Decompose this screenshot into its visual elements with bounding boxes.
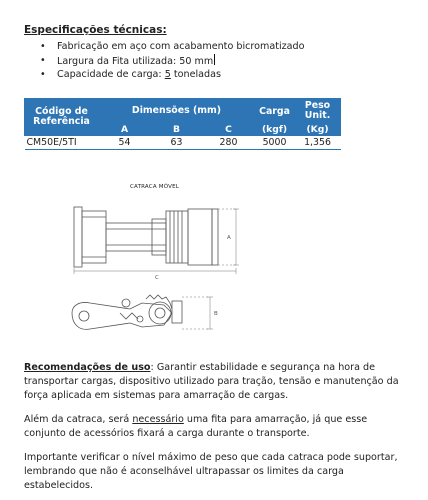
spec-capacity-suffix: toneladas bbox=[170, 69, 222, 80]
spec-table bbox=[24, 98, 341, 150]
cell-ref: CM50E/5TI bbox=[25, 136, 99, 150]
spec-material: Fabricação em aço com acabamento bicromatizado bbox=[57, 41, 305, 52]
text-cursor bbox=[214, 54, 215, 65]
specs-list bbox=[40, 40, 305, 82]
strap-text-before: Além da catraca, será bbox=[24, 414, 133, 425]
diagram-title: CATRACA MÓVEL bbox=[130, 184, 180, 190]
cell-a: 54 bbox=[99, 136, 151, 150]
table-row bbox=[25, 136, 341, 150]
strap-text-underlined: necessário bbox=[132, 414, 184, 425]
cell-load: 5000 bbox=[255, 136, 295, 150]
ratchet-side-view bbox=[72, 295, 182, 329]
weight-warning-text: Importante verificar o nível máximo de peso que cada catraca pode suportar, lembrando que não é aconselhável ultrapassar os limites da carga estabelecidos. bbox=[24, 452, 398, 491]
bullet-icon: • bbox=[40, 69, 46, 80]
recommendations-text: : Garantir estabilidade e segurança na hora de transportar cargas, dispositivo utilizado para tração, tensão e manutenção da força aplicada em sistemas para amarração de cargas. bbox=[24, 362, 399, 401]
header-b: B bbox=[151, 124, 203, 136]
list-item bbox=[40, 68, 305, 82]
dimension-label-b: B bbox=[214, 311, 218, 317]
ratchet-top-view bbox=[74, 207, 218, 267]
dimension-label-c: C bbox=[155, 275, 159, 281]
specs-heading: Especificações técnicas: bbox=[24, 24, 167, 36]
cell-c: 280 bbox=[203, 136, 255, 150]
cell-b: 63 bbox=[151, 136, 203, 150]
ratchet-diagram bbox=[60, 195, 250, 345]
list-item bbox=[40, 54, 305, 68]
header-load: Carga bbox=[255, 99, 295, 124]
weight-warning-paragraph bbox=[24, 451, 410, 493]
header-a: A bbox=[99, 124, 151, 136]
header-c: C bbox=[203, 124, 255, 136]
spec-capacity-value: 5 bbox=[164, 69, 171, 80]
bullet-icon: • bbox=[40, 41, 46, 52]
recommendations-label: Recomendações de uso bbox=[24, 362, 151, 373]
list-item bbox=[40, 40, 305, 54]
header-weight: Peso Unit. bbox=[295, 99, 341, 124]
header-weight-unit: (Kg) bbox=[295, 124, 341, 136]
recommendations-paragraph bbox=[24, 361, 410, 403]
header-dimensions: Dimensões (mm) bbox=[99, 99, 255, 124]
bullet-icon: • bbox=[40, 55, 46, 66]
strap-paragraph bbox=[24, 413, 410, 441]
cell-weight: 1,356 bbox=[295, 136, 341, 150]
spec-strap-width: Largura da Fita utilizada: 50 mm bbox=[57, 56, 214, 67]
header-load-unit: (kgf) bbox=[255, 124, 295, 136]
spec-capacity-prefix: Capacidade de carga: bbox=[57, 69, 165, 80]
strap-text-after: uma fita para amarração, já que esse conjunto de acessórios fixará a carga durante o transporte. bbox=[24, 414, 368, 439]
header-ref: Código de Referência bbox=[25, 99, 99, 136]
dimension-label-a: A bbox=[227, 235, 231, 241]
